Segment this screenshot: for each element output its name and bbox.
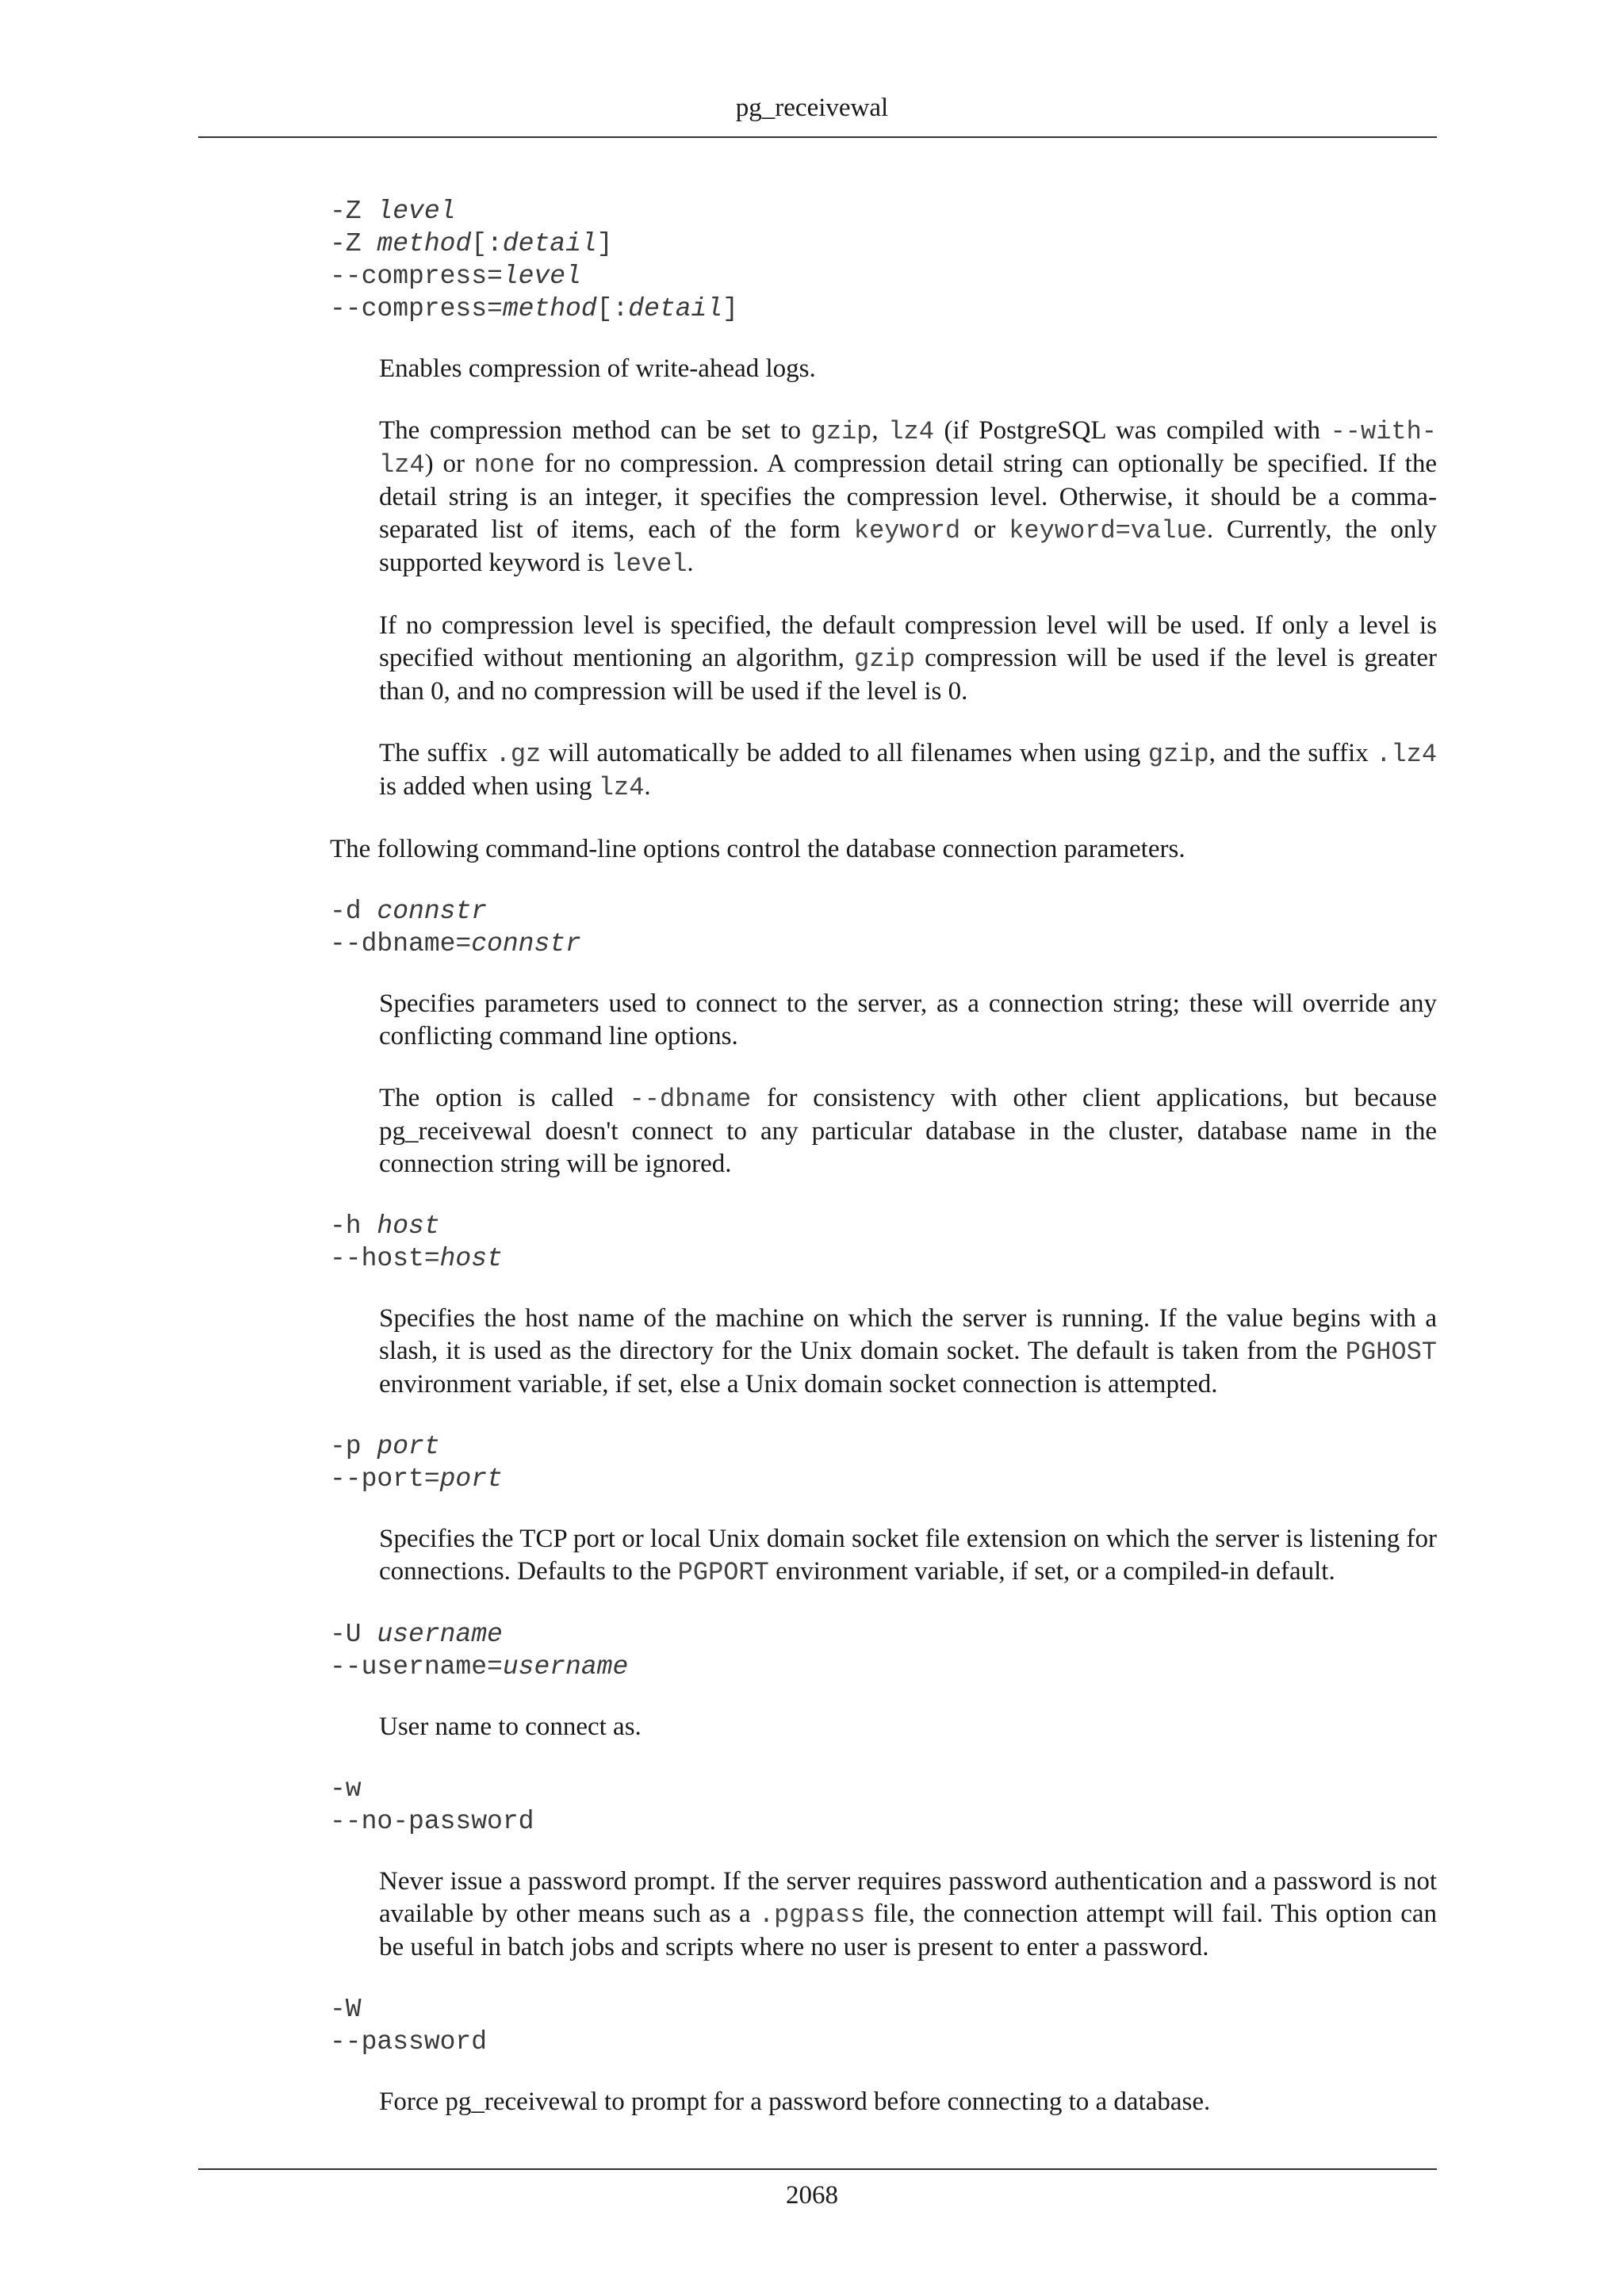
option-description xyxy=(379,1711,1437,1743)
option-term: -Z method[:detail] xyxy=(330,229,613,258)
option-description xyxy=(379,2086,1437,2118)
page-content xyxy=(330,195,1437,2148)
option-term: -Z level xyxy=(330,197,456,226)
paragraph: If no compression level is specified, the default compression level will be used. If only a level is specified without mentioning an algorithm, gzip compression will be used if the level is greater than 0, and no compression will be used if the level is 0. xyxy=(379,611,1437,706)
option-port xyxy=(330,1430,1437,1589)
paragraph: Specifies parameters used to connect to the server, as a connection string; these will override any conflicting command line options. xyxy=(379,989,1437,1050)
connection-intro: The following command-line options control the database connection parameters. xyxy=(330,835,1185,863)
option-description xyxy=(379,1523,1437,1589)
paragraph: The suffix .gz will automatically be added to all filenames when using gzip, and the suffix .lz4 is added when using lz4. xyxy=(379,739,1438,802)
page-number: 2068 xyxy=(786,2181,838,2210)
paragraph: Specifies the host name of the machine on which the server is running. If the value begins with a slash, it is used as the directory for the Unix domain socket. The default is taken from the PGHOST environment variable, if set, else a Unix domain socket connection is attempted. xyxy=(379,1304,1437,1399)
option-description xyxy=(379,353,1437,804)
option-term: -W xyxy=(330,1995,362,2024)
paragraph: The compression method can be set to gzip, lz4 (if PostgreSQL was compiled with --with-lz4) or none for no compression. A compression detail string can optionally be specified. If the detail string is an integer, it specifies the compression level. Otherwise, it should be a comma-separated list of items, each of the form keyword or keyword=value. Currently, the only supported keyword is level. xyxy=(379,416,1437,579)
option-term: --password xyxy=(330,2027,488,2057)
option-term: --no-password xyxy=(330,1807,534,1836)
option-description xyxy=(379,1866,1437,1964)
page-header-title: pg_receivewal xyxy=(735,94,889,122)
option-term: --dbname=connstr xyxy=(330,929,581,959)
paragraph: Never issue a password prompt. If the server requires password authentication and a password is not available by other means such as a .pgpass file, the connection attempt will fail. This option can be useful in batch jobs and scripts where no user is present to enter a password. xyxy=(379,1867,1437,1961)
option-term: --port=port xyxy=(330,1464,503,1494)
option-compress xyxy=(330,195,1437,804)
paragraph: User name to connect as. xyxy=(379,1712,642,1741)
option-term: -d connstr xyxy=(330,897,488,926)
footer-rule xyxy=(198,2168,1437,2170)
option-term: --username=username xyxy=(330,1652,629,1682)
option-password xyxy=(330,1993,1437,2118)
option-description xyxy=(379,988,1437,1181)
option-term: --host=host xyxy=(330,1244,503,1273)
option-no-password xyxy=(330,1773,1437,1964)
paragraph: Specifies the TCP port or local Unix domain socket file extension on which the server is listening for connections. Defaults to the PGPORT environment variable, if set, or a compiled-in default. xyxy=(379,1525,1437,1587)
paragraph: Enables compression of write-ahead logs. xyxy=(379,354,816,383)
option-host xyxy=(330,1210,1437,1401)
option-description xyxy=(379,1303,1437,1401)
option-term: -h host xyxy=(330,1211,440,1241)
option-term: -p port xyxy=(330,1432,440,1461)
option-dbname xyxy=(330,895,1437,1181)
option-username xyxy=(330,1618,1437,1743)
header-rule xyxy=(198,136,1437,138)
paragraph: The option is called --dbname for consistency with other client applications, but because pg_receivewal doesn't connect to any particular database in the cluster, database name in the connection string will be ignored. xyxy=(379,1084,1437,1178)
option-term: --compress=method[:detail] xyxy=(330,294,738,323)
paragraph: Force pg_receivewal to prompt for a password before connecting to a database. xyxy=(379,2087,1211,2116)
option-term: -U username xyxy=(330,1620,503,1649)
option-term: -w xyxy=(330,1774,362,1804)
option-term: --compress=level xyxy=(330,262,581,291)
